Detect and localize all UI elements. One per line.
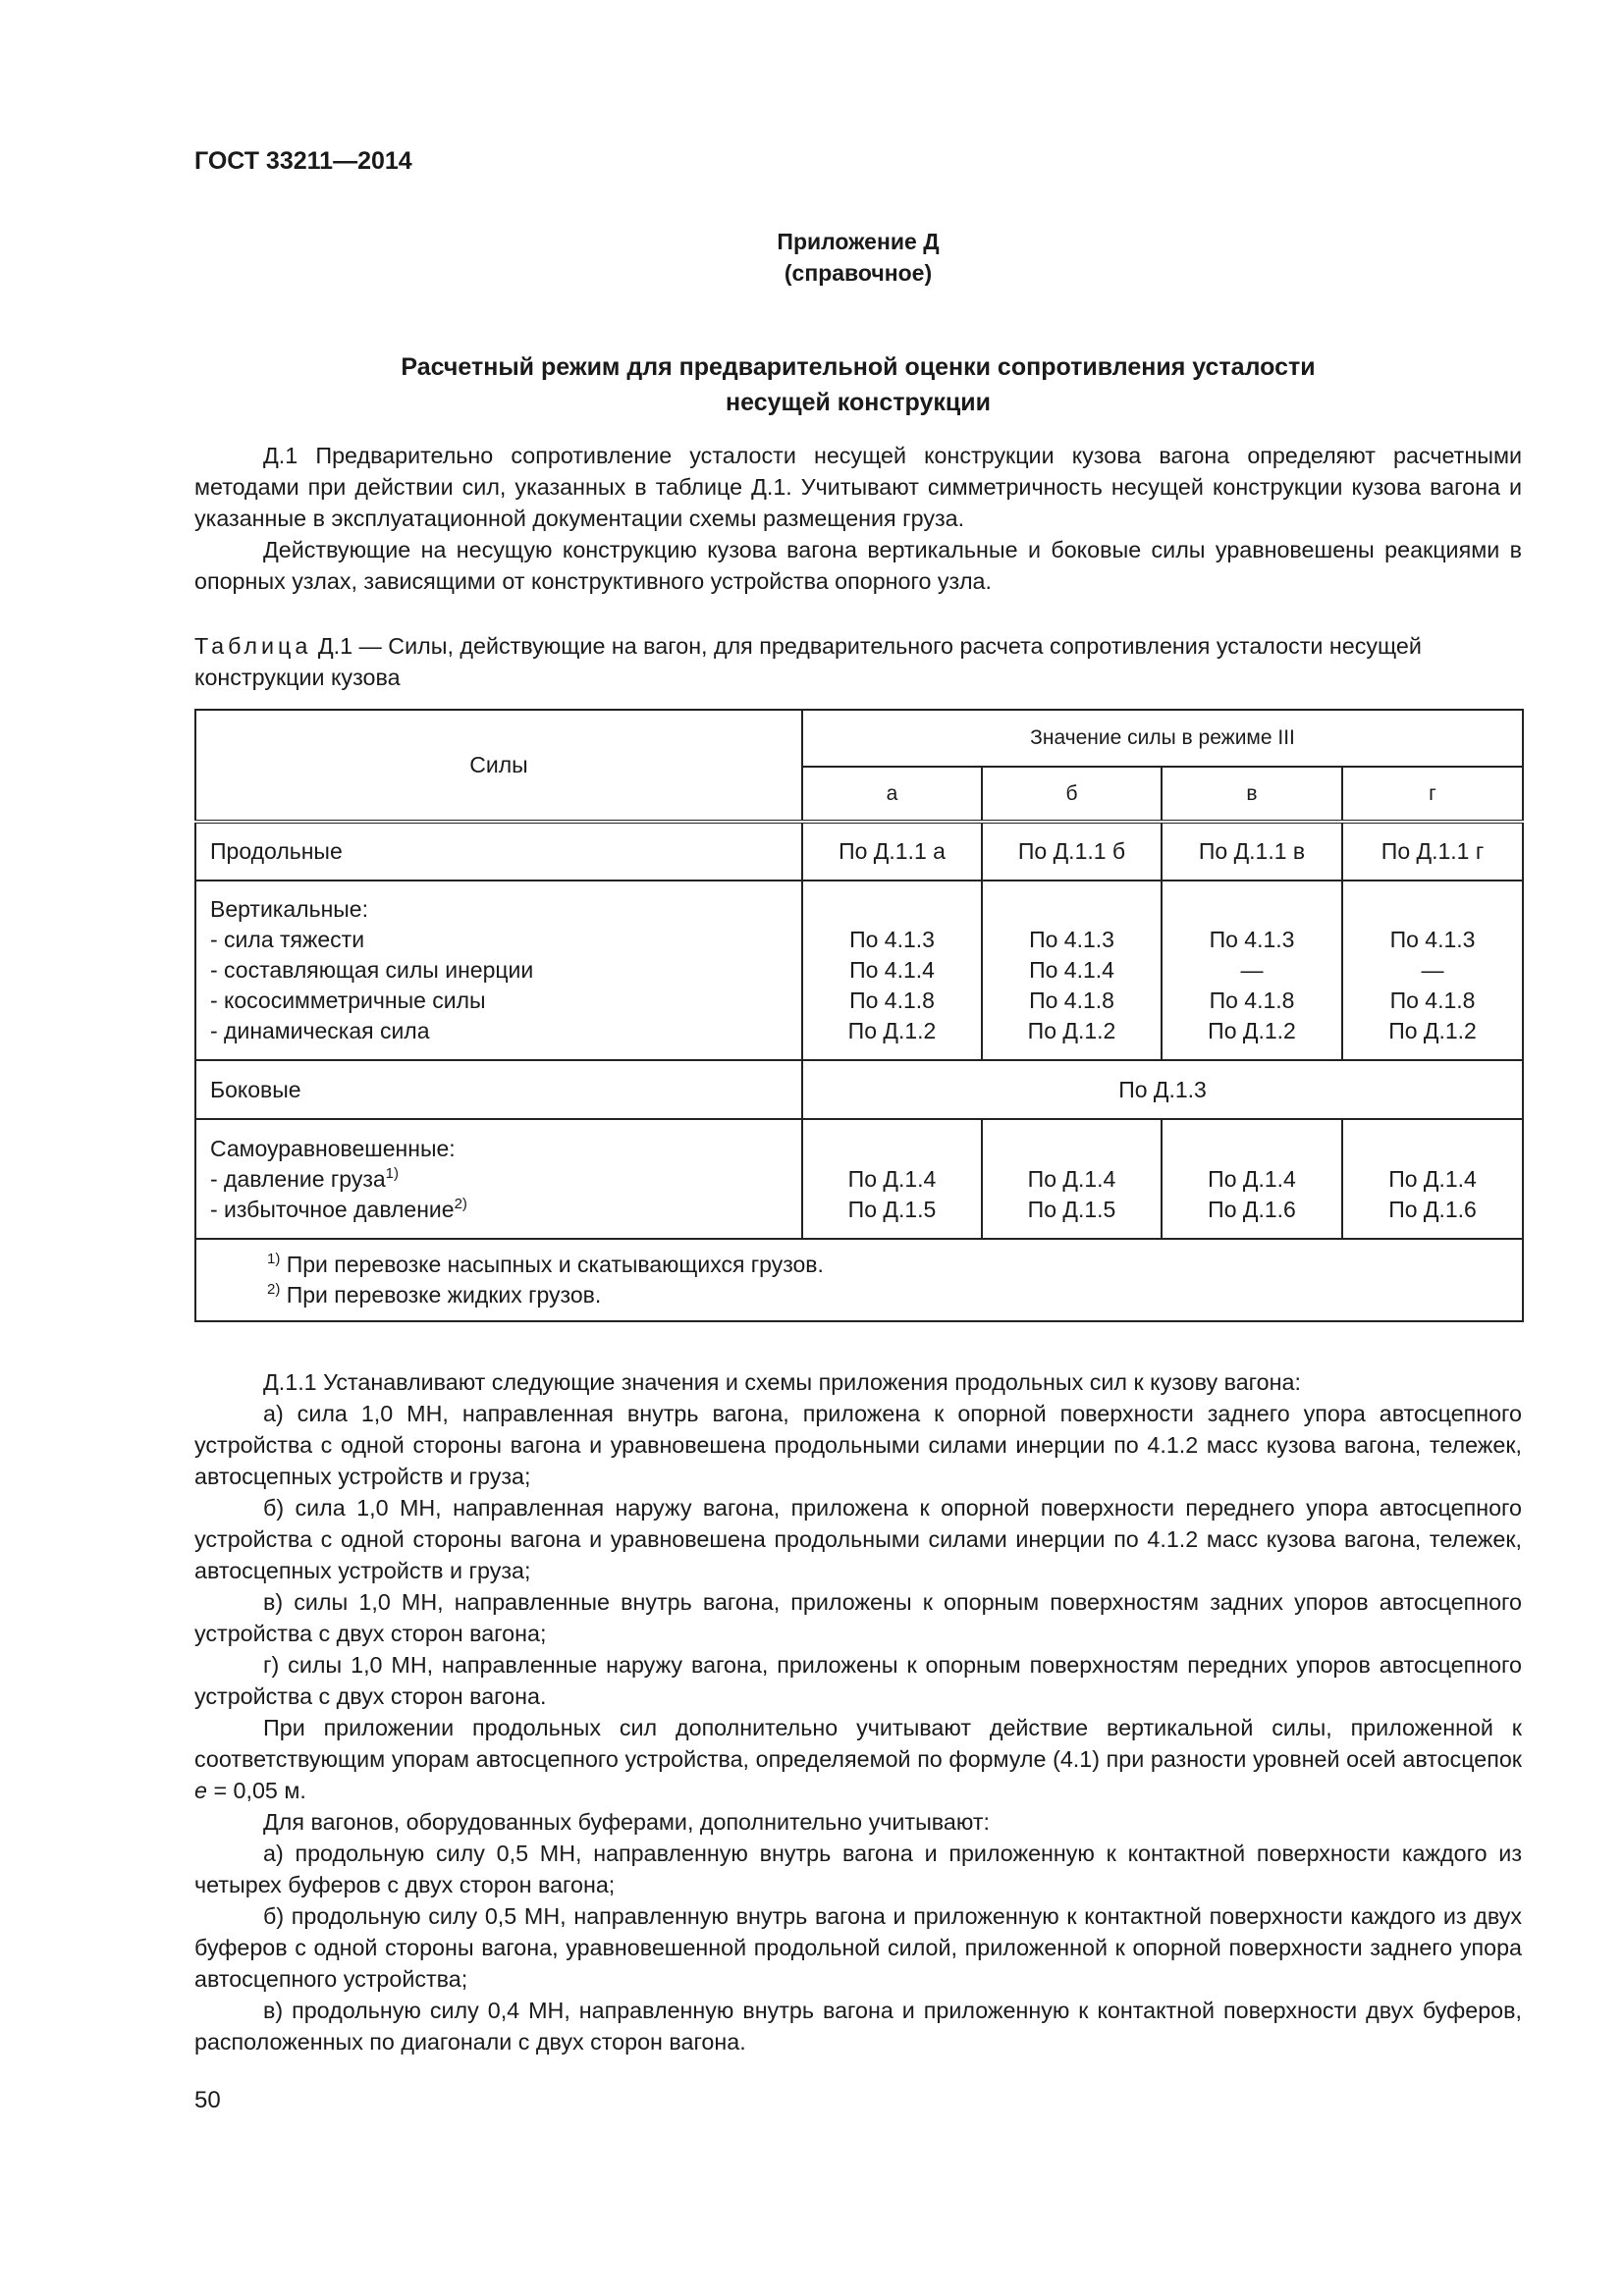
cell-value: По 4.1.3: [1029, 927, 1114, 952]
table-caption: [194, 630, 1522, 693]
table-note-1: [267, 1250, 1522, 1280]
body-paragraph-formula: [194, 1712, 1522, 1806]
body-paragraph: а) продольную силу 0,5 МН, направленную внутрь вагона и приложенную к контактной поверхности каждого из четырех буферов с двух сторон вагона;: [194, 1841, 1522, 1897]
body-paragraph: в) силы 1,0 МН, направленные внутрь вагона, приложены к опорным поверхностям задних упоров автосцепного устройства с двух сторон вагона;: [194, 1589, 1522, 1646]
cell-value: По Д.1.5: [847, 1196, 937, 1222]
vertical-item: - сила тяжести: [210, 927, 365, 952]
cell-vertical-b: [982, 881, 1162, 1060]
body-paragraph: а) сила 1,0 МН, направленная внутрь вагона, приложена к опорной поверхности заднего упора автосцепного устройства с одной стороны вагона и уравновешена продольными силами инерции по 4.1.2 масс кузова вагона, тележек, автосцепных устройств и груза;: [194, 1401, 1522, 1489]
cell-value: По Д.1.4: [1388, 1165, 1477, 1192]
row-label-vertical: [195, 881, 802, 1060]
cell-lateral: По Д.1.3: [802, 1060, 1523, 1119]
note-text: При перевозке жидких грузов.: [280, 1282, 602, 1308]
cell-value: По Д.1.4: [1027, 1165, 1116, 1192]
cell-value: По 4.1.3: [1209, 927, 1295, 952]
cell-value: По Д.1.2: [1208, 1018, 1296, 1043]
standard-code: ГОСТ 33211—2014: [194, 147, 412, 175]
cell-value: По 4.1.4: [849, 957, 935, 983]
formula-variable: e: [194, 1778, 207, 1803]
cell-value: По 4.1.8: [1209, 988, 1295, 1013]
cell-value: По 4.1.8: [1389, 988, 1476, 1013]
text-span: При приложении продольных сил дополнительно учитывают действие вертикальной силы, приложенной к соответствующим упорам автосцепного устройства, определяемой по формуле (4.1) при разности уровней осей автосцепок: [194, 1715, 1522, 1772]
cell-vertical-g: [1342, 881, 1523, 1060]
text-span: = 0,05 м.: [206, 1778, 306, 1803]
body-paragraph: Д.1.1 Устанавливают следующие значения и схемы приложения продольных сил к кузову вагона:: [263, 1369, 1301, 1395]
cell-value: По Д.1.2: [1388, 1018, 1477, 1043]
cell-value: По Д.1.4: [847, 1165, 937, 1192]
appendix-title: Приложение Д: [777, 229, 940, 254]
item-text: - давление груза: [210, 1165, 386, 1192]
cell-value: По 4.1.8: [849, 988, 935, 1013]
cell-value: По Д.1.2: [1027, 1018, 1116, 1043]
appendix-heading: [194, 226, 1522, 289]
footnote-mark: 1): [385, 1164, 399, 1182]
cell-value: По 4.1.4: [1029, 957, 1114, 983]
page-number: 50: [194, 2087, 221, 2113]
table-header-row: [195, 710, 1523, 767]
table-notes-row: [195, 1239, 1523, 1321]
cell-value: По Д.1.5: [1027, 1196, 1116, 1222]
cell-value: По Д.1.6: [1208, 1196, 1296, 1222]
vertical-item: - кососимметричные силы: [210, 988, 486, 1013]
footnote-mark: 2): [454, 1195, 467, 1212]
intro-paragraph-2: Действующие на несущую конструкцию кузова вагона вертикальные и боковые силы уравновешены реакциями в опорных узлах, зависящими от конструктивного устройства опорного узла.: [194, 537, 1522, 594]
vertical-item: - динамическая сила: [210, 1018, 430, 1043]
table-caption-label: Таблица: [194, 633, 312, 659]
table-note-2: [267, 1280, 1522, 1310]
cell-longitudinal-g: По Д.1.1 г: [1342, 822, 1523, 881]
table-row: [195, 1119, 1523, 1239]
footnote-mark: 2): [267, 1281, 281, 1298]
cell-vertical-v: [1162, 881, 1342, 1060]
cell-value: По 4.1.3: [849, 927, 935, 952]
header-mode-g: г: [1342, 767, 1523, 822]
cell-self-balanced-v: [1162, 1119, 1342, 1239]
self-balanced-item: [210, 1164, 801, 1195]
appendix-type: (справочное): [784, 260, 933, 286]
body-paragraph: б) сила 1,0 МН, направленная наружу вагона, приложена к опорной поверхности переднего упора автосцепного устройства с одной стороны вагона и уравновешена продольными силами инерции по 4.1.2 масс кузова вагона, тележек, автосцепных устройств и груза;: [194, 1495, 1522, 1583]
item-text: - избыточное давление: [210, 1196, 455, 1222]
section-title-line1: Расчетный режим для предварительной оценки сопротивления усталости: [401, 353, 1316, 381]
row-label-self-balanced: [195, 1119, 802, 1239]
cell-longitudinal-v: По Д.1.1 в: [1162, 822, 1342, 881]
body-paragraph: б) продольную силу 0,5 МН, направленную внутрь вагона и приложенную к контактной поверхности каждого из двух буферов с одной стороны вагона, уравновешенной продольной силой, приложенной к опорной поверхности заднего упора автосцепного устройства;: [194, 1903, 1522, 1992]
cell-vertical-a: [802, 881, 982, 1060]
table-notes: [195, 1239, 1523, 1321]
section-title-line2: несущей конструкции: [726, 389, 991, 416]
table-row: [195, 881, 1523, 1060]
note-text: При перевозке насыпных и скатывающихся грузов.: [280, 1252, 824, 1277]
cell-value: По Д.1.4: [1208, 1165, 1296, 1192]
intro-paragraph-1: Д.1 Предварительно сопротивление усталости несущей конструкции кузова вагона определяют расчетными методами при действии сил, указанных в таблице Д.1. Учитывают симметричность несущей конструкции кузова вагона и указанные в эксплуатационной документации схемы размещения груза.: [194, 443, 1522, 531]
cell-value: —: [1421, 957, 1444, 983]
cell-value: —: [1240, 957, 1264, 983]
body-text: [194, 1366, 1522, 2057]
table-caption-text: Д.1 — Силы, действующие на вагон, для предварительного расчета сопротивления усталости несущей конструкции кузова: [194, 633, 1422, 690]
cell-value: По 4.1.8: [1029, 988, 1114, 1013]
cell-self-balanced-g: [1342, 1119, 1523, 1239]
self-balanced-label: Самоуравновешенные:: [210, 1135, 456, 1161]
table-row: [195, 1060, 1523, 1119]
cell-value: По 4.1.3: [1389, 927, 1476, 952]
body-paragraph: Для вагонов, оборудованных буферами, дополнительно учитывают:: [263, 1809, 990, 1835]
footnote-mark: 1): [267, 1251, 281, 1267]
cell-value: По Д.1.2: [847, 1018, 937, 1043]
row-label-lateral: Боковые: [195, 1060, 802, 1119]
cell-longitudinal-b: По Д.1.1 б: [982, 822, 1162, 881]
cell-value: По Д.1.6: [1388, 1196, 1477, 1222]
header-mode-b: б: [982, 767, 1162, 822]
cell-self-balanced-b: [982, 1119, 1162, 1239]
self-balanced-item: [210, 1195, 801, 1225]
body-paragraph: г) силы 1,0 МН, направленные наружу вагона, приложены к опорным поверхностям передних упоров автосцепного устройства с двух сторон вагона.: [194, 1652, 1522, 1709]
header-mode-v: в: [1162, 767, 1342, 822]
header-forces: Силы: [195, 710, 802, 822]
header-mode-a: а: [802, 767, 982, 822]
cell-longitudinal-a: По Д.1.1 а: [802, 822, 982, 881]
header-value: Значение силы в режиме III: [802, 710, 1523, 767]
cell-self-balanced-a: [802, 1119, 982, 1239]
forces-table: [194, 709, 1524, 1322]
vertical-item: - составляющая силы инерции: [210, 957, 534, 983]
row-label-longitudinal: Продольные: [195, 822, 802, 881]
intro-text: [194, 440, 1522, 597]
body-paragraph: в) продольную силу 0,4 МН, направленную внутрь вагона и приложенную к контактной поверхности двух буферов, расположенных по диагонали с двух сторон вагона.: [194, 1998, 1522, 2055]
vertical-label: Вертикальные:: [210, 896, 368, 922]
section-title: [194, 349, 1522, 420]
table-row: [195, 822, 1523, 881]
